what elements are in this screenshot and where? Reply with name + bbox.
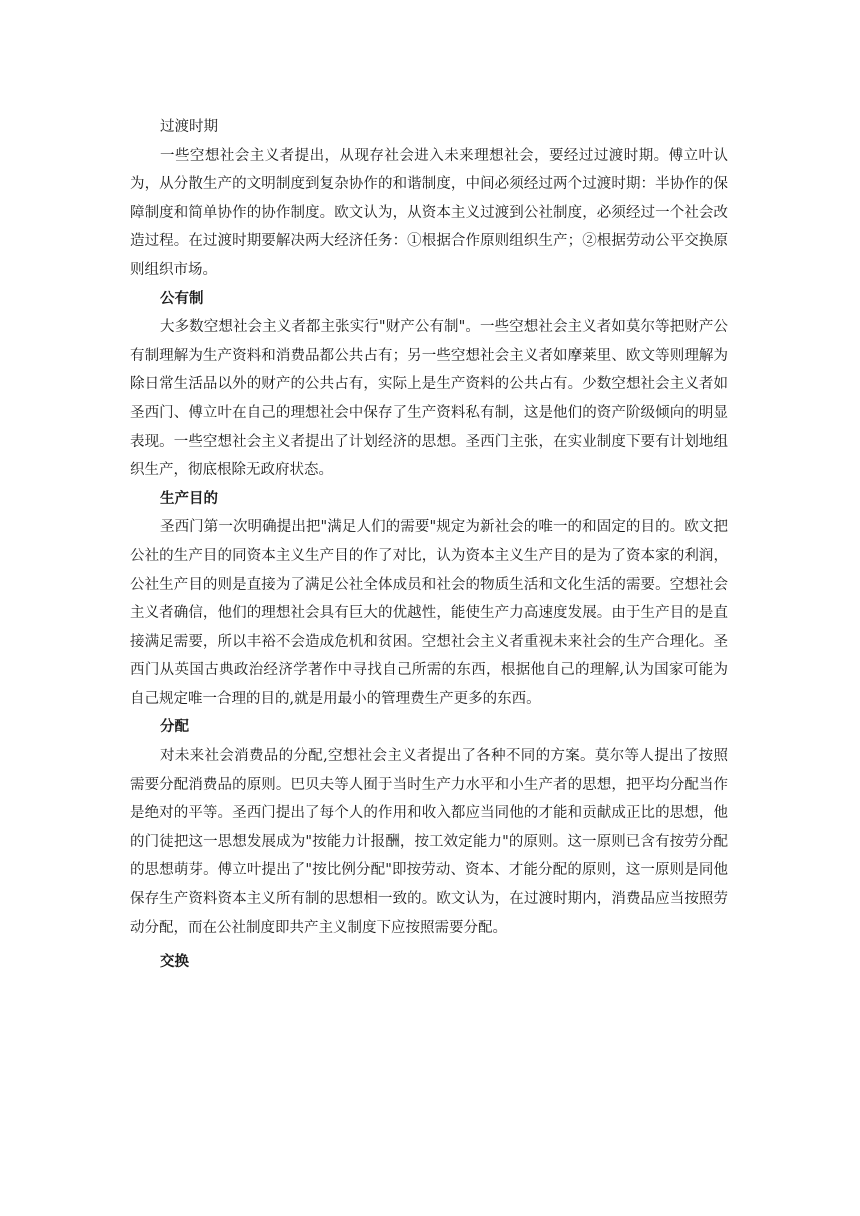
section-heading-transition: 过渡时期 [160, 119, 218, 135]
section-heading-exchange: 交换 [160, 954, 189, 971]
document-body [130, 113, 728, 977]
section-paragraph-production-purpose: 圣西门第一次明确提出把"满足人们的需要"规定为新社会的唯一的和固定的目的。欧文把公社的生产目的同资本主义生产目的作了对比，认为资本主义生产目的是为了资本家的利润，公社生产目的则是直接为了满足公社全体成员和社会的物质生活和文化生活的需要。空想社会主义者确信，他们的理想社会具有巨大的优越性，能使生产力高速度发展。由于生产目的是直接满足需要，所以丰裕不会造成危机和贫困。空想社会主义者重视未来社会的生产合理化。圣西门从英国古典政治经济学著作中寻找自己所需的东西，根据他自己的理解,认为国家可能为自己规定唯一合理的目的,就是用最小的管理费生产更多的东西。 [130, 519, 728, 707]
section-heading-distribution: 分配 [160, 719, 189, 736]
section-paragraph-distribution: 对未来社会消费品的分配,空想社会主义者提出了各种不同的方案。莫尔等人提出了按照需要分配消费品的原则。巴贝夫等人囿于当时生产力水平和小生产者的思想，把平均分配当作是绝对的平等。圣西门提出了每个人的作用和收入都应当同他的才能和贡献成正比的思想，他的门徒把这一思想发展成为"按能力计报酬，按工效定能力"的原则。这一原则已含有按劳分配的思想萌芽。傅立叶提出了"按比例分配"即按劳动、资本、才能分配的原则，这一原则是同他保存生产资料资本主义所有制的思想相一致的。欧文认为，在过渡时期内，消费品应当按照劳动分配，而在公社制度即共产主义制度下应按照需要分配。 [130, 748, 728, 936]
section-paragraph-public-ownership: 大多数空想社会主义者都主张实行"财产公有制"。一些空想社会主义者如莫尔等把财产公有制理解为生产资料和消费品都公共占有；另一些空想社会主义者如摩莱里、欧文等则理解为除日常生活品以外的财产的公共占有，实际上是生产资料的公共占有。少数空想社会主义者如圣西门、傅立叶在自己的理想社会中保存了生产资料私有制，这是他们的资产阶级倾向的明显表现。一些空想社会主义者提出了计划经济的思想。圣西门主张，在实业制度下要有计划地组织生产，彻底根除无政府状态。 [130, 319, 728, 479]
section-paragraph-transition: 一些空想社会主义者提出，从现存社会进入未来理想社会，要经过过渡时期。傅立叶认为，从分散生产的文明制度到复杂协作的和谐制度，中间必须经过两个过渡时期：半协作的保障制度和简单协作的协作制度。欧文认为，从资本主义过渡到公社制度，必须经过一个社会改造过程。在过渡时期要解决两大经济任务：①根据合作原则组织生产；②根据劳动公平交换原则组织市场。 [130, 147, 728, 278]
section-heading-production-purpose: 生产目的 [160, 490, 218, 507]
section-heading-public-ownership: 公有制 [160, 290, 204, 307]
